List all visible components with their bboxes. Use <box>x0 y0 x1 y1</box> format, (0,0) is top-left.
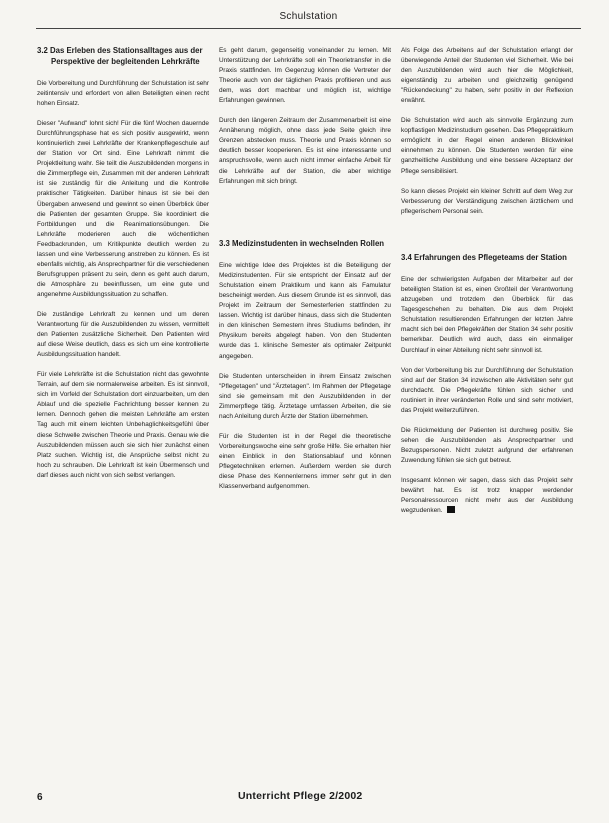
running-header <box>36 8 581 29</box>
paragraph: Die zuständige Lehrkraft zu kennen und um deren Verantwortung für die Auszubildenden zu wissen, vermittelt den Patienten zusätzliche Sicherheit. Den Patienten wird auf diese Weise deutlich, dass es sich um eine kontrollierte Ausbildungssituation handelt. <box>37 310 209 359</box>
paragraph: Die Studenten unterscheiden in ihrem Einsatz zwischen "Pflegetagen" und "Ärztetagen". Im Rahmen der Pflegetage sind sie gemeinsam mit den Auszubildenden in der Zimmerpflege tätig. Ärztetage umfassen Arbeiten, die sie nach Anleitung durch Ärzte der Station übernehmen. <box>219 372 391 420</box>
paragraph: Für die Studenten ist in der Regel die theoretische Vorbereitungswoche eine sehr große Hilfe. Sie erhalten hier einen Einblick in den Stationsablauf und können Pflegetechniken erlernen. Außerdem werden sie durch diese Phase des Kennenlernens immer sehr gut in den Klassenverband aufgenommen. <box>219 432 391 491</box>
journal-title: Unterricht Pflege 2/2002 <box>238 790 363 802</box>
paragraph: Als Folge des Arbeitens auf der Schulstation erlangt der überwiegende Anteil der Studenten viel Sicherheit. Wie bei den Auszubildenden wird auch hier die Möglichkeit, eigenständig zu arbeiten und gleichzeitig genügend "Rückendeckung" zu haben, sehr positiv in der Reflexion erwähnt. <box>401 47 573 105</box>
paragraph: Eine wichtige Idee des Projektes ist die Beteiligung der Medizinstudenten. Für sie entspricht der Einsatz auf der Schulstation einem Praktikum und kann als Famulatur bescheinigt werden. Aus diesem Grunde ist es sinnvoll, das Projekt im Zeitraum der Semesterferien stattfinden zu lassen. Wichtig ist darüber hinaus, dass sich die Studenten in den klinischen Semestern ihres Studiums befinden, ihr Physikum bereits abgelegt haben. Von den Studenten wurde das 1. klinische Semester als optimaler Zeitpunkt angegeben. <box>219 262 391 360</box>
column-right <box>401 46 573 786</box>
paragraph: Eine der schwierigsten Aufgaben der Mitarbeiter auf der beteiligten Station ist es, einen Großteil der Verantwortung abzugeben und trotzdem den Überblick für das Tagesgeschehen zu behalten. Die aus dem Projekt Schulstation resultierenden Erfahrungen der letzten Jahre macht sich bei den Pflegekräften der Station 34 sehr positiv bemerkbar. Deutlich wird auch, dass ein einmaliger Durchlauf in einer Abteilung nicht sehr sinnvoll ist. <box>401 276 573 354</box>
paragraph: Die Schulstation wird auch als sinnvolle Ergänzung zum kopflastigen Medizinstudium gesehen. Das Pflegepraktikum ermöglicht in der Regel einen anderen Blickwinkel einnehmen zu können. Die Studenten werden für eine ganzheitliche Ausbildung und eine bessere Akzeptanz der Pflege sensibilisiert. <box>401 117 573 175</box>
column-middle <box>219 46 391 786</box>
column-left <box>37 46 209 786</box>
paragraph: Von der Vorbereitung bis zur Durchführung der Schulstation sind auf der Station 34 inzwischen alle Aktivitäten sehr gut durchdacht. Die Pflegekräfte fühlen sich sicher und routiniert in ihrer veränderten Rolle und sind sehr motiviert, das Projekt weiterzuführen. <box>401 366 573 414</box>
spacer <box>401 227 573 253</box>
paragraph: Dieser "Aufwand" lohnt sich! Für die fünf Wochen dauernde Durchführungsphase hat es sich positiv ausgewirkt, wenn kontinuierlich zwei Lehrkräfte der Krankenpflegeschule auf der Station vor Ort sind. Eine Lehrkraft nimmt die Projektleitung wahr. Sie teilt die Auszubildenden morgens in die Zimmerpflege ein, Zusammen mit der anderen Lehrkraft ist sie zuständig für die Anleitung und die Kontrolle praktischer Tätigkeiten. Darüber hinaus ist sie bei den Übergaben anwesend und gewinnt so einen Überblick über die Patienten der gesamten Gruppe. Sie koordiniert die Fortbildungen und die Reanimationsübungen. Die Lehrkräfte moderieren auch die wöchentlichen Feedbackrunden, um Kritikpunkte deutlich werden zu lassen und eine Verbesserung anstreben zu können. Es ist ebenfalls wichtig, als Ansprechpartner für die verschiedenen Berufsgruppen präsent zu sein, denn es geht auch darum, die Atmosphäre zu beeinflussen, um eine gute und angenehme Ausbildungssituation zu schaffen. <box>37 120 209 298</box>
paragraph-final <box>401 476 573 516</box>
paragraph: So kann dieses Projekt ein kleiner Schritt auf dem Weg zur Verbesserung der Verständigung zwischen ärztlichem und pflegerischem Personal sein. <box>401 187 573 215</box>
paragraph: Die Rückmeldung der Patienten ist durchweg positiv. Sie sehen die Auszubildenden als Ansprechpartner und Bezugspersonen. Nicht zuletzt aufgrund der erfahrenen Zuwendung fühlen sie sich gut betreut. <box>401 426 573 464</box>
paragraph: Es geht darum, gegenseitig voneinander zu lernen. Mit Unterstützung der Lehrkräfte soll ein Theorietransfer in die Praxis stattfinden. Im Gegenzug können die Vertreter der Theorie auch von der täglichen Praxis profitieren und aus dem, was dort machbar und möglich ist, wichtige Erfahrungen gewinnen. <box>219 47 391 105</box>
paragraph: Für viele Lehrkräfte ist die Schulstation nicht das gewohnte Terrain, auf dem sie normalerweise arbeiten. Es ist sinnvoll, sich im Vorfeld der Schulstation dort einzuarbeiten, um den Ablauf und die spezielle Fachrichtung besser kennen zu lernen. Dennoch gehen die meisten Lehrkräfte am ersten Tag auch mit einem leichten Unbehaglichkeitsgefühl über diese Schwelle zwischen Theorie und Praxis. Genau wie die Auszubildenden müssen auch sie sich hier zunächst einen Platz suchen. Wichtig ist, die Ansprüche selbst nicht zu hoch zu schrauben. Die Lehrkraft ist kein Übermensch und darf dieses auch nicht von sich selbst verlangen. <box>37 371 209 479</box>
section-heading-3-4: 3.4 Erfahrungen des Pflegeteams der Station <box>401 252 567 262</box>
page-number: 6 <box>37 792 43 803</box>
running-title: Schulstation <box>279 11 338 22</box>
paragraph: Die Vorbereitung und Durchführung der Schulstation ist sehr zeitintensiv und erfordert von allen Beteiligten einen recht hohen Einsatz. <box>37 80 209 108</box>
spacer <box>219 197 391 239</box>
paragraph: Durch den längeren Zeitraum der Zusammenarbeit ist eine Annäherung möglich, ohne dass jede Seite gleich ihre Grenzen abstecken muss. Theorie und Praxis können so deutlich besser kooperieren. Es ist eine interessante und anspruchsvolle, wenn auch nicht immer einfache Arbeit für die Lehrkräfte auf der Station, die aber wichtige Erfahrungen mit sich bringt. <box>219 117 391 185</box>
section-heading-3-3: 3.3 Medizinstudenten in wechselnden Rollen <box>219 238 385 248</box>
paragraph-final-text: Insgesamt können wir sagen, dass sich das Projekt sehr bewährt hat. Es ist trotz knapper werdender Personalressourcen nicht mehr aus der Ausbildung wegzudenken. <box>401 477 573 515</box>
section-heading-3-2: 3.2 Das Erleben des Stationsalltages aus der Perspektive der begleitenden Lehrkräfte <box>37 46 203 66</box>
end-of-article-mark <box>447 506 455 513</box>
